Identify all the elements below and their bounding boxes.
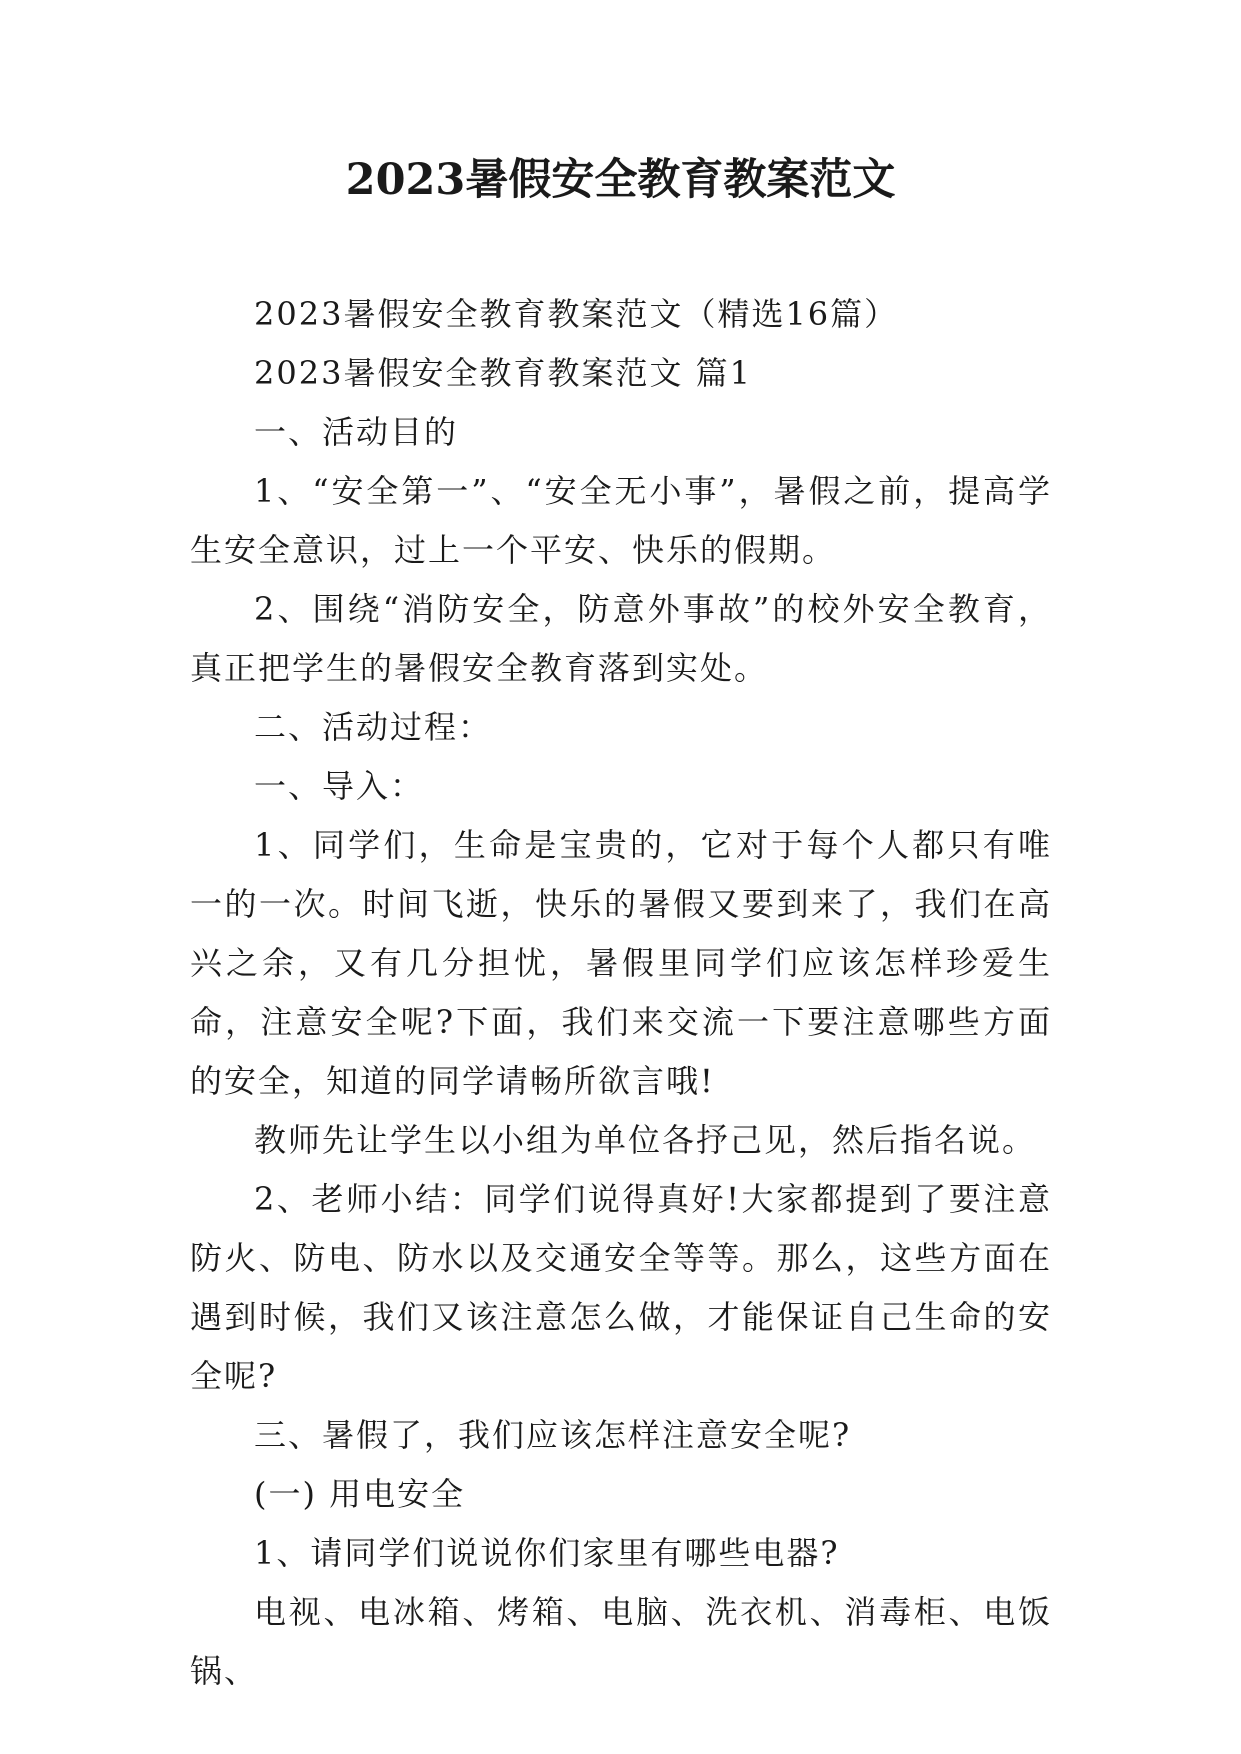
paragraph-teacher: 教师先让学生以小组为单位各抒己见，然后指名说。	[254, 1121, 1037, 1159]
paragraph-question: 1、请同学们说说你们家里有哪些电器?	[254, 1534, 840, 1572]
paragraph-summary: 2、老师小结：同学们说得真好!大家都提到了要注意防火、防电、防水以及交通安全等等。那么，这些方面在遇到时候，我们又该注意怎么做，才能保证自己生命的安全呢?	[190, 1180, 1052, 1395]
paragraph-intro: 2023暑假安全教育教案范文（精选16篇）	[254, 295, 899, 333]
subsection-heading-electric: (一) 用电安全	[254, 1475, 466, 1513]
section-heading-intro: 一、导入：	[254, 767, 425, 805]
paragraph-intro-1: 1、同学们，生命是宝贵的，它对于每个人都只有唯一的一次。时间飞逝，快乐的暑假又要到来了，我们在高兴之余，又有几分担忧，暑假里同学们应该怎样珍爱生命，注意安全呢?下面，我们来交流一下要注意哪些方面的安全，知道的同学请畅所欲言哦!	[190, 826, 1052, 1100]
document-body	[190, 285, 1052, 1701]
section-heading-safety: 三、暑假了，我们应该怎样注意安全呢?	[254, 1416, 852, 1454]
document-title: 2023暑假安全教育教案范文	[345, 155, 896, 205]
paragraph-goal-1: 1、“安全第一”、“安全无小事”，暑假之前，提高学生安全意识，过上一个平安、快乐的假期。	[190, 472, 1052, 569]
paragraph-goal-2: 2、围绕“消防安全，防意外事故”的校外安全教育，真正把学生的暑假安全教育落到实处。	[190, 590, 1052, 687]
paragraph-appliances: 电视、电冰箱、烤箱、电脑、洗衣机、消毒柜、电饭锅、	[190, 1593, 1052, 1690]
paragraph-part-heading: 2023暑假安全教育教案范文 篇1	[254, 354, 752, 392]
section-heading-goal: 一、活动目的	[254, 413, 459, 451]
section-heading-process: 二、活动过程：	[254, 708, 493, 746]
